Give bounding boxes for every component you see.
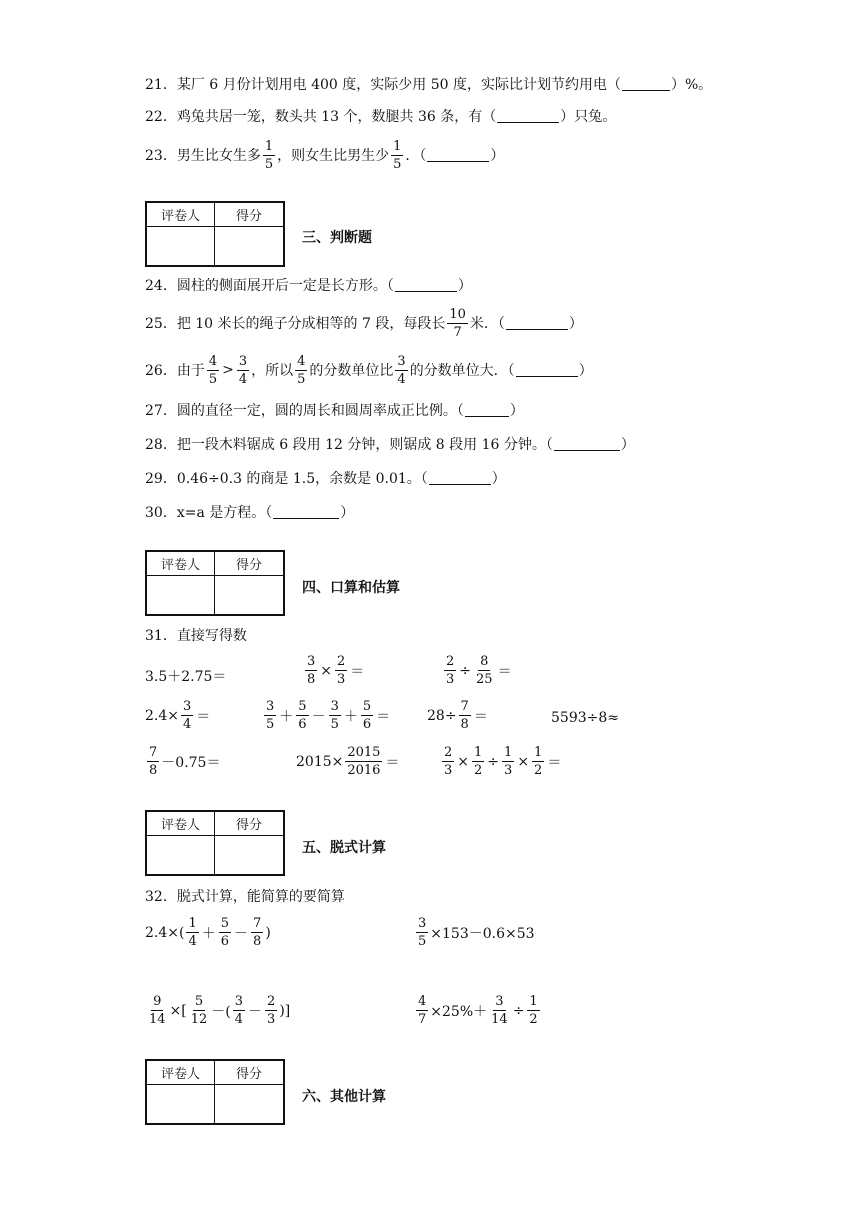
question-27-text: 27．圆的直径一定，圆的周长和圆周率成正比例。（: [145, 403, 464, 419]
denominator: 5: [330, 717, 339, 732]
question-26-text-4: 的分数单位大．（: [409, 363, 515, 379]
score-table: [145, 1059, 285, 1125]
question-32: 32．脱式计算，能简算的要简算: [145, 889, 345, 905]
question-25-text: 25．把 10 米长的绳子分成相等的 7 段，每段长: [145, 316, 446, 332]
question-21: [145, 69, 712, 99]
denominator: 3: [446, 672, 455, 687]
denominator: 14: [491, 1012, 508, 1027]
score-table: [145, 550, 285, 616]
numerator: 7: [149, 745, 158, 760]
question-23-text-3: ．（: [405, 148, 427, 164]
answer-blank[interactable]: [465, 404, 509, 417]
fraction: [395, 355, 407, 386]
operator: ＝: [473, 708, 488, 725]
operator: ＝: [497, 663, 512, 680]
answer-blank[interactable]: [427, 149, 489, 162]
question-26-text-2: ，所以: [251, 363, 294, 379]
section-title: 三、判断题: [302, 230, 372, 246]
operator: －: [311, 708, 326, 725]
denominator: 5: [266, 717, 275, 732]
score-header: 得分: [215, 812, 283, 836]
operator: ＋: [201, 925, 216, 942]
grader-cell[interactable]: [147, 836, 215, 874]
operator: ＝: [385, 754, 400, 771]
numerator: 1: [504, 745, 513, 760]
section-title: 五、脱式计算: [302, 840, 386, 856]
denominator: 2: [529, 1012, 538, 1027]
numerator: 9: [153, 994, 162, 1009]
operator: ÷: [512, 1002, 525, 1019]
denominator: 5: [418, 934, 427, 949]
denominator: 2016: [347, 763, 381, 778]
score-header: 得分: [215, 552, 283, 576]
grader-header: 评卷人: [147, 1061, 215, 1085]
fraction: [147, 995, 168, 1026]
denominator: 2: [474, 763, 483, 778]
expression: [414, 995, 542, 1026]
question-31: 31．直接写得数: [145, 628, 247, 644]
numerator: 5: [362, 699, 372, 714]
score-cell[interactable]: [215, 836, 283, 874]
question-26: [145, 355, 593, 385]
operator: ＝: [376, 708, 391, 725]
numerator: 3: [234, 994, 244, 1009]
numerator: 2: [446, 654, 455, 669]
greater-than-sign: >: [222, 362, 234, 378]
denominator: 8: [460, 717, 469, 732]
expression-text: ×153－0.6×53: [430, 925, 535, 942]
question-28-text: 28．把一段木料锯成 6 段用 12 分钟，则锯成 8 段用 16 分钟。（: [145, 437, 553, 453]
denominator: 4: [183, 717, 192, 732]
denominator: 5: [393, 156, 402, 172]
fraction: [233, 995, 245, 1026]
fraction: [181, 700, 193, 731]
fraction: [207, 355, 219, 386]
fraction: [459, 700, 471, 731]
score-header: 得分: [215, 203, 283, 227]
fraction: [296, 700, 308, 731]
numerator: 5: [194, 994, 204, 1009]
score-cell[interactable]: [215, 1085, 283, 1123]
expression-text: 28÷: [427, 707, 457, 724]
denominator: 6: [362, 717, 372, 732]
numerator: 4: [418, 994, 427, 1009]
denominator: 3: [337, 672, 346, 687]
fraction: [345, 746, 382, 777]
expression-text: 2.4×: [145, 707, 179, 724]
operator: ÷: [459, 662, 472, 679]
score-table: [145, 201, 285, 267]
answer-blank[interactable]: [273, 506, 339, 519]
fraction: [527, 995, 539, 1026]
expression: [145, 917, 271, 948]
operator: ×: [457, 753, 470, 770]
denominator: 7: [453, 324, 462, 340]
question-24: [145, 270, 472, 300]
fraction: [447, 308, 468, 339]
numerator: 3: [397, 353, 406, 369]
expression-text: 2015×: [296, 753, 344, 770]
fraction: [147, 746, 159, 777]
expression: [145, 700, 211, 731]
denominator: 5: [264, 156, 274, 172]
fraction: [305, 655, 317, 686]
question-26-tail: ）: [578, 363, 593, 379]
numerator: 1: [393, 138, 402, 154]
numerator: 3: [418, 916, 427, 931]
question-23: [145, 140, 504, 170]
fraction: [532, 746, 544, 777]
denominator: 25: [476, 672, 493, 687]
numerator: 7: [253, 916, 262, 931]
expression: [303, 655, 365, 686]
expression: [427, 700, 489, 731]
question-23-text-2: ，则女生比男生少: [277, 148, 390, 164]
expression: [145, 666, 226, 686]
grader-header: 评卷人: [147, 812, 215, 836]
expression: [440, 746, 562, 777]
question-25-text-2: 米．（: [469, 316, 505, 332]
question-27-tail: ）: [509, 403, 524, 419]
fraction: [442, 746, 454, 777]
fraction: [416, 995, 428, 1026]
question-22: [145, 101, 616, 131]
numerator: 2: [267, 994, 276, 1009]
denominator: 6: [220, 934, 230, 949]
denominator: 8: [149, 763, 158, 778]
expression: [551, 710, 619, 726]
fraction: [444, 655, 456, 686]
numerator: 7: [460, 699, 469, 714]
operator: ＝: [196, 708, 211, 725]
fraction: [329, 700, 341, 731]
question-22-tail: ）只兔。: [560, 109, 617, 125]
operator: ＝: [547, 754, 562, 771]
expression-text: 2.4×(: [145, 924, 185, 941]
answer-blank[interactable]: [516, 364, 578, 377]
question-29: [145, 463, 506, 493]
grader-header: 评卷人: [147, 552, 215, 576]
fraction: [489, 995, 510, 1026]
question-23-text: 23．男生比女生多: [145, 148, 261, 164]
numerator: 3: [330, 699, 339, 714]
denominator: 14: [149, 1012, 166, 1027]
grader-cell[interactable]: [147, 576, 215, 614]
expression-text: －0.75＝: [161, 754, 221, 771]
score-header: 得分: [215, 1061, 283, 1085]
question-26-text-3: 的分数单位比: [309, 363, 394, 379]
denominator: 2: [534, 763, 543, 778]
numerator: 2: [444, 745, 453, 760]
denominator: 7: [418, 1012, 427, 1027]
operator: ＝: [350, 663, 365, 680]
denominator: 4: [188, 934, 197, 949]
grader-cell[interactable]: [147, 227, 215, 265]
numerator: 3: [307, 654, 316, 669]
grader-cell[interactable]: [147, 1085, 215, 1123]
question-26-text: 26．由于: [145, 363, 205, 379]
denominator: 5: [208, 371, 218, 387]
answer-blank[interactable]: [622, 78, 670, 91]
answer-blank[interactable]: [554, 438, 620, 451]
fraction: [416, 917, 428, 948]
question-25-tail: ）: [568, 316, 583, 332]
question-30-text: 30．x=a 是方程。（: [145, 505, 273, 521]
answer-blank[interactable]: [395, 279, 457, 292]
numerator: 2: [337, 654, 346, 669]
answer-blank[interactable]: [497, 110, 559, 123]
denominator: 8: [307, 672, 316, 687]
expression-text: ×25%＋: [430, 1003, 488, 1020]
numerator: 4: [297, 353, 306, 369]
numerator: 1: [529, 994, 538, 1009]
question-28: [145, 429, 635, 459]
expression: [145, 746, 220, 777]
fraction: [335, 655, 347, 686]
fraction: [251, 917, 263, 948]
answer-blank[interactable]: [506, 317, 568, 330]
question-22-text: 22．鸡兔共居一笼，数头共 13 个，数腿共 36 条，有（: [145, 109, 497, 125]
operator: ×: [517, 753, 530, 770]
numerator: 1: [474, 745, 483, 760]
denominator: 12: [190, 1012, 208, 1027]
numerator: 3: [238, 353, 248, 369]
fraction: [295, 355, 307, 386]
numerator: 10: [449, 306, 466, 322]
expression-text: 3.5＋2.75＝: [145, 669, 227, 685]
expression-text: 5593÷8≈: [551, 710, 619, 726]
denominator: 3: [444, 763, 453, 778]
expression: [262, 700, 391, 731]
denominator: 4: [234, 1012, 244, 1027]
numerator: 8: [480, 654, 489, 669]
question-21-tail: ）%。: [670, 77, 713, 93]
score-table: [145, 810, 285, 876]
numerator: 5: [298, 699, 307, 714]
question-29-text: 29．0.46÷0.3 的商是 1.5，余数是 0.01。（: [145, 471, 428, 487]
section-title: 六、其他计算: [302, 1089, 386, 1105]
expression-text: ): [265, 924, 271, 941]
expression: [442, 655, 513, 686]
denominator: 6: [298, 717, 307, 732]
numerator: 3: [266, 699, 275, 714]
grader-header: 评卷人: [147, 203, 215, 227]
numerator: 2015: [347, 745, 381, 760]
expression-text: －(: [211, 1003, 231, 1020]
operator: ＋: [343, 708, 358, 725]
question-23-tail: ）: [490, 148, 505, 164]
expression: [414, 917, 535, 948]
score-cell[interactable]: [215, 227, 283, 265]
answer-blank[interactable]: [429, 472, 491, 485]
question-27: [145, 395, 524, 425]
denominator: 5: [297, 371, 306, 387]
fraction: [474, 655, 495, 686]
operator: ×: [320, 662, 333, 679]
denominator: 3: [267, 1012, 276, 1027]
expression-text: )]: [279, 1002, 291, 1019]
fraction: [361, 700, 373, 731]
expression-text: ×[: [169, 1002, 187, 1019]
section-title: 四、口算和估算: [302, 580, 400, 596]
numerator: 1: [534, 745, 543, 760]
numerator: 1: [188, 916, 197, 931]
operator: －: [234, 925, 249, 942]
denominator: 3: [504, 763, 513, 778]
fraction: [391, 140, 403, 171]
denominator: 8: [253, 934, 262, 949]
numerator: 3: [495, 994, 504, 1009]
question-30: [145, 497, 354, 527]
question-24-text: 24．圆柱的侧面展开后一定是长方形。（: [145, 278, 394, 294]
denominator: 4: [238, 371, 248, 387]
fraction: [219, 917, 231, 948]
fraction: [472, 746, 484, 777]
fraction: [263, 140, 275, 171]
fraction: [186, 917, 198, 948]
question-28-tail: ）: [620, 437, 635, 453]
question-29-tail: ）: [491, 471, 506, 487]
fraction: [264, 700, 276, 731]
fraction: [502, 746, 514, 777]
expression: [145, 995, 290, 1026]
operator: ＋: [279, 708, 294, 725]
denominator: 4: [397, 371, 406, 387]
fraction: [189, 995, 210, 1026]
fraction: [265, 995, 277, 1026]
fraction: [237, 355, 249, 386]
score-cell[interactable]: [215, 576, 283, 614]
numerator: 3: [183, 699, 192, 714]
operator: ÷: [487, 753, 500, 770]
numerator: 4: [208, 353, 218, 369]
numerator: 5: [220, 916, 230, 931]
question-24-tail: ）: [457, 278, 472, 294]
numerator: 1: [264, 138, 274, 154]
question-21-text: 21．某厂 6 月份计划用电 400 度，实际少用 50 度，实际比计划节约用电（: [145, 77, 621, 93]
operator: －: [248, 1003, 263, 1020]
expression: [296, 746, 400, 777]
question-25: [145, 308, 583, 338]
question-30-tail: ）: [340, 505, 355, 521]
